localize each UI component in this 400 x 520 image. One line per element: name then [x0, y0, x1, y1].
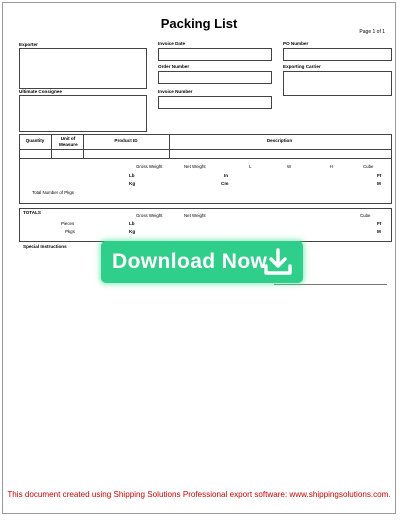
packing-list-page [2, 2, 396, 514]
invoice-date-field[interactable] [158, 48, 272, 61]
po-number-field[interactable] [283, 48, 392, 61]
gross-weight-label: Gross Weight [136, 164, 163, 169]
special-instructions-label: Special Instructions [23, 244, 67, 249]
col-product-id: Product ID [114, 138, 138, 143]
cm-unit: Cm [221, 181, 229, 186]
download-now-button[interactable] [101, 241, 303, 283]
net-weight-label: Net Weight [184, 164, 206, 169]
ft-unit: Ft [377, 173, 382, 178]
col-quantity: Quantity [25, 138, 45, 143]
kg-unit: Kg [129, 181, 136, 186]
exporting-carrier-label: Exporting Carrier [283, 64, 321, 69]
invoice-date-label: Invoice Date [158, 41, 186, 46]
download-icon [263, 248, 293, 276]
totals-pieces-label: Pieces [61, 221, 75, 226]
in-unit: In [224, 173, 229, 178]
signature-line [274, 284, 387, 285]
po-number-label: PO Number [283, 41, 309, 46]
column-divider [51, 134, 52, 158]
totals-net-weight-label: Net Weight [184, 213, 206, 218]
totals-title: TOTALS [23, 210, 41, 215]
download-now-label: Download Now [112, 250, 268, 273]
totals-pkgs-label: Pkgs [65, 229, 75, 234]
col-description: Description [266, 138, 293, 143]
order-number-label: Order Number [158, 64, 190, 69]
col-unit-of-measure: Unit of Measure [59, 136, 78, 147]
table-header-divider [19, 149, 391, 150]
invoice-number-field[interactable] [158, 96, 272, 109]
table-row-divider [19, 158, 391, 159]
totals-ft-unit: Ft [377, 221, 382, 226]
ultimate-consignee-field[interactable] [19, 95, 147, 132]
exporter-label: Exporter [19, 42, 38, 47]
page-title: Packing List [160, 16, 238, 31]
footer-note: This document created using Shipping Solutions Professional export software: www.shippingsolutions.com. [7, 490, 391, 499]
lb-unit: Lb [129, 173, 135, 178]
totals-gross-weight-label: Gross Weight [136, 213, 163, 218]
height-label: H [330, 164, 334, 169]
total-pkgs-label: Total Number of Pkgs [32, 190, 74, 195]
exporter-field[interactable] [19, 48, 147, 89]
totals-cube-label: Cube [360, 213, 371, 218]
totals-kg-unit: Kg [129, 229, 136, 234]
length-label: L [249, 164, 252, 169]
ultimate-consignee-label: Ultimate Consignee [19, 89, 62, 94]
page-count: Page 1 of 1 [359, 29, 385, 35]
order-number-field[interactable] [158, 71, 272, 84]
cube-label: Cube [363, 164, 374, 169]
totals-m-unit: M [377, 229, 381, 234]
width-label: W [287, 164, 292, 169]
totals-lb-unit: Lb [129, 221, 135, 226]
m-unit: M [377, 181, 381, 186]
invoice-number-label: Invoice Number [158, 89, 193, 94]
exporting-carrier-field[interactable] [283, 71, 392, 96]
